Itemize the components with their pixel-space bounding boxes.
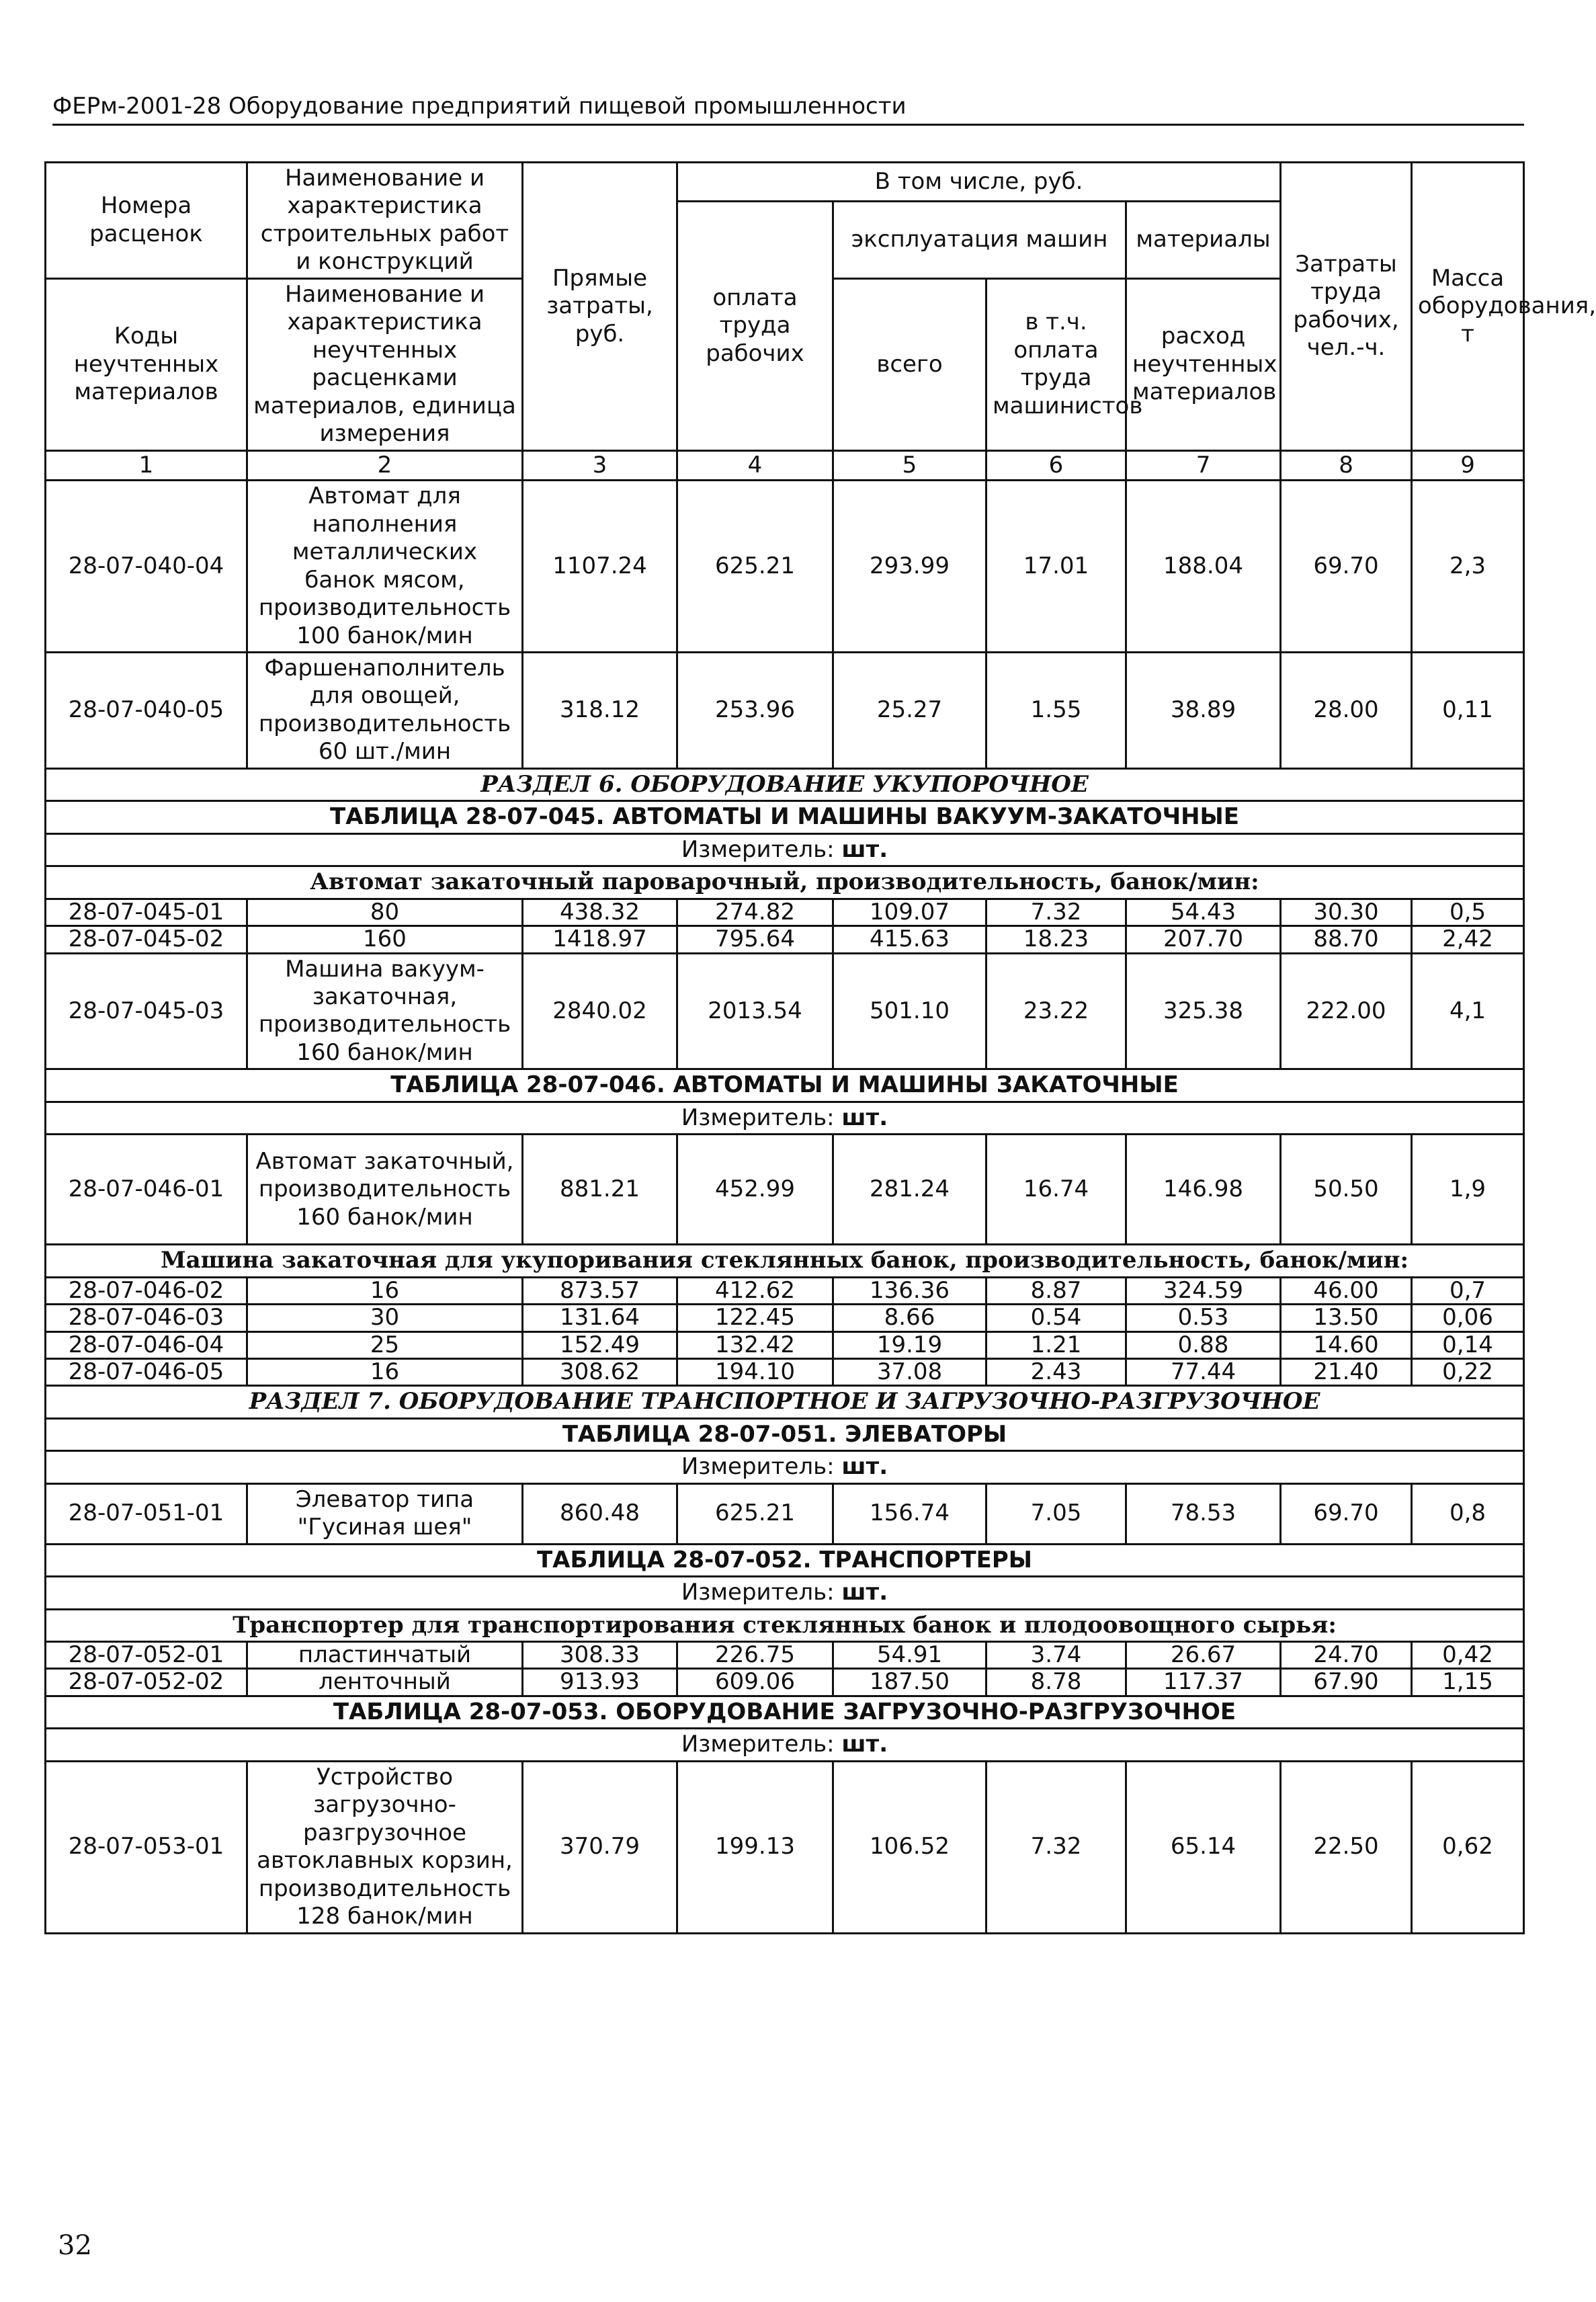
header-machine-operation: эксплуатация машин (833, 202, 1126, 279)
rate-code: 28-07-046-05 (46, 1358, 247, 1385)
machines-total-value: 54.91 (833, 1642, 986, 1669)
table-title: ТАБЛИЦА 28-07-046. АВТОМАТЫ И МАШИНЫ ЗАКАТОЧНЫЕ (46, 1069, 1524, 1102)
rate-code: 28-07-052-01 (46, 1642, 247, 1669)
materials-value: 324.59 (1126, 1277, 1281, 1304)
rate-code: 28-07-053-01 (46, 1761, 247, 1933)
labor-costs-value: 69.70 (1281, 481, 1412, 653)
column-number: 2 (247, 450, 523, 480)
column-number: 3 (523, 450, 677, 480)
header-including: В том числе, руб. (677, 163, 1281, 202)
header-machines-total: всего (833, 278, 986, 450)
direct-costs-value: 2840.02 (523, 953, 677, 1069)
materials-value: 188.04 (1126, 481, 1281, 653)
table-row (46, 1135, 1524, 1245)
worker-pay-value: 2013.54 (677, 953, 833, 1069)
labor-costs-value: 222.00 (1281, 953, 1412, 1069)
page-number: 32 (58, 2230, 92, 2261)
operator-pay-value: 3.74 (986, 1642, 1126, 1669)
worker-pay-value: 609.06 (677, 1669, 833, 1696)
materials-value: 77.44 (1126, 1358, 1281, 1385)
rate-code: 28-07-052-02 (46, 1669, 247, 1696)
mass-value: 0,22 (1412, 1358, 1524, 1385)
direct-costs-value: 1418.97 (523, 926, 677, 953)
section-title: РАЗДЕЛ 7. ОБОРУДОВАНИЕ ТРАНСПОРТНОЕ И ЗАГРУЗОЧНО-РАЗГРУЗОЧНОЕ (46, 1386, 1524, 1418)
header-worker-pay: оплата труда рабочих (677, 202, 833, 451)
machines-total-value: 106.52 (833, 1761, 986, 1933)
operator-pay-value: 16.74 (986, 1135, 1126, 1245)
rate-code: 28-07-046-03 (46, 1305, 247, 1331)
column-number: 7 (1126, 450, 1281, 480)
materials-value: 0.88 (1126, 1331, 1281, 1358)
operator-pay-value: 8.78 (986, 1669, 1126, 1696)
subgroup-title: Транспортер для транспортирования стеклянных банок и плодоовощного сырья: (46, 1609, 1524, 1641)
rate-code: 28-07-046-01 (46, 1135, 247, 1245)
mass-value: 0,14 (1412, 1331, 1524, 1358)
mass-value: 1,9 (1412, 1135, 1524, 1245)
direct-costs-value: 308.33 (523, 1642, 677, 1669)
mass-value: 4,1 (1412, 953, 1524, 1069)
worker-pay-value: 274.82 (677, 899, 833, 926)
operator-pay-value: 1.55 (986, 652, 1126, 768)
materials-value: 117.37 (1126, 1669, 1281, 1696)
table-row (46, 1642, 1524, 1669)
labor-costs-value: 69.70 (1281, 1483, 1412, 1544)
rate-name: пластинчатый (247, 1642, 523, 1669)
worker-pay-value: 795.64 (677, 926, 833, 953)
direct-costs-value: 152.49 (523, 1331, 677, 1358)
worker-pay-value: 625.21 (677, 481, 833, 653)
header-rate-number: Номера расценок (46, 163, 247, 279)
direct-costs-value: 438.32 (523, 899, 677, 926)
worker-pay-value: 226.75 (677, 1642, 833, 1669)
machines-total-value: 281.24 (833, 1135, 986, 1245)
rate-code: 28-07-045-01 (46, 899, 247, 926)
operator-pay-value: 7.05 (986, 1483, 1126, 1544)
operator-pay-value: 0.54 (986, 1305, 1126, 1331)
materials-value: 325.38 (1126, 953, 1281, 1069)
column-number: 5 (833, 450, 986, 480)
machines-total-value: 187.50 (833, 1669, 986, 1696)
table-row (46, 1761, 1524, 1933)
column-number: 1 (46, 450, 247, 480)
column-number: 9 (1412, 450, 1524, 480)
mass-value: 0,11 (1412, 652, 1524, 768)
direct-costs-value: 860.48 (523, 1483, 677, 1544)
mass-value: 0,62 (1412, 1761, 1524, 1933)
table-row (46, 1305, 1524, 1331)
labor-costs-value: 46.00 (1281, 1277, 1412, 1304)
labor-costs-value: 21.40 (1281, 1358, 1412, 1385)
measure-unit: Измеритель: шт. (46, 1577, 1524, 1609)
table-row (46, 1358, 1524, 1385)
measure-unit: Измеритель: шт. (46, 1729, 1524, 1761)
worker-pay-value: 412.62 (677, 1277, 833, 1304)
mass-value: 2,42 (1412, 926, 1524, 953)
column-number: 6 (986, 450, 1126, 480)
mass-value: 0,42 (1412, 1642, 1524, 1669)
worker-pay-value: 253.96 (677, 652, 833, 768)
labor-costs-value: 22.50 (1281, 1761, 1412, 1933)
machines-total-value: 501.10 (833, 953, 986, 1069)
labor-costs-value: 30.30 (1281, 899, 1412, 926)
rate-name: 80 (247, 899, 523, 926)
operator-pay-value: 17.01 (986, 481, 1126, 653)
labor-costs-value: 13.50 (1281, 1305, 1412, 1331)
rate-name: Машина вакуум-закаточная, производительность 160 банок/мин (247, 953, 523, 1069)
machines-total-value: 156.74 (833, 1483, 986, 1544)
worker-pay-value: 122.45 (677, 1305, 833, 1331)
labor-costs-value: 28.00 (1281, 652, 1412, 768)
materials-value: 146.98 (1126, 1135, 1281, 1245)
machines-total-value: 293.99 (833, 481, 986, 653)
labor-costs-value: 24.70 (1281, 1642, 1412, 1669)
direct-costs-value: 881.21 (523, 1135, 677, 1245)
machines-total-value: 37.08 (833, 1358, 986, 1385)
header-equipment-mass: Масса оборудования, т (1412, 163, 1524, 451)
rate-code: 28-07-051-01 (46, 1483, 247, 1544)
operator-pay-value: 2.43 (986, 1358, 1126, 1385)
direct-costs-value: 308.62 (523, 1358, 677, 1385)
table-row (46, 652, 1524, 768)
header-operator-pay: в т.ч. оплата труда машинистов (986, 278, 1126, 450)
machines-total-value: 415.63 (833, 926, 986, 953)
table-row (46, 899, 1524, 926)
mass-value: 1,15 (1412, 1669, 1524, 1696)
materials-value: 38.89 (1126, 652, 1281, 768)
table-row (46, 1669, 1524, 1696)
table-title: ТАБЛИЦА 28-07-045. АВТОМАТЫ И МАШИНЫ ВАКУУМ-ЗАКАТОЧНЫЕ (46, 801, 1524, 833)
table-row (46, 1331, 1524, 1358)
table-title: ТАБЛИЦА 28-07-053. ОБОРУДОВАНИЕ ЗАГРУЗОЧНО-РАЗГРУЗОЧНОЕ (46, 1696, 1524, 1728)
mass-value: 0,7 (1412, 1277, 1524, 1304)
rate-code: 28-07-045-03 (46, 953, 247, 1069)
rate-code: 28-07-046-04 (46, 1331, 247, 1358)
mass-value: 0,5 (1412, 899, 1524, 926)
rate-name: Автомат для наполнения металлических банок мясом, производительность 100 банок/мин (247, 481, 523, 653)
rate-name: 160 (247, 926, 523, 953)
rate-name: ленточный (247, 1669, 523, 1696)
rates-table (44, 161, 1596, 1934)
direct-costs-value: 370.79 (523, 1761, 677, 1933)
header-material-codes: Коды неучтенных материалов (46, 278, 247, 450)
direct-costs-value: 318.12 (523, 652, 677, 768)
labor-costs-value: 88.70 (1281, 926, 1412, 953)
rate-name: 16 (247, 1358, 523, 1385)
header-materials: материалы (1126, 202, 1281, 279)
materials-value: 78.53 (1126, 1483, 1281, 1544)
operator-pay-value: 1.21 (986, 1331, 1126, 1358)
materials-value: 207.70 (1126, 926, 1281, 953)
rate-code: 28-07-046-02 (46, 1277, 247, 1304)
labor-costs-value: 50.50 (1281, 1135, 1412, 1245)
machines-total-value: 109.07 (833, 899, 986, 926)
table-row (46, 953, 1524, 1069)
machines-total-value: 136.36 (833, 1277, 986, 1304)
labor-costs-value: 67.90 (1281, 1669, 1412, 1696)
rate-code: 28-07-040-05 (46, 652, 247, 768)
table-row (46, 926, 1524, 953)
materials-value: 0.53 (1126, 1305, 1281, 1331)
table-row (46, 1483, 1524, 1544)
mass-value: 2,3 (1412, 481, 1524, 653)
subgroup-title: Машина закаточная для укупоривания стеклянных банок, производительность, банок/мин: (46, 1245, 1524, 1277)
rate-name: 16 (247, 1277, 523, 1304)
rate-name: Фаршенаполнитель для овощей, производительность 60 шт./мин (247, 652, 523, 768)
materials-value: 65.14 (1126, 1761, 1281, 1933)
column-number: 4 (677, 450, 833, 480)
rate-name: Устройство загрузочно-разгрузочное автоклавных корзин, производительность 128 банок/мин (247, 1761, 523, 1933)
rate-name: 30 (247, 1305, 523, 1331)
materials-value: 54.43 (1126, 899, 1281, 926)
column-number: 8 (1281, 450, 1412, 480)
header-labor-costs: Затраты труда рабочих, чел.-ч. (1281, 163, 1412, 451)
section-title: РАЗДЕЛ 6. ОБОРУДОВАНИЕ УКУПОРОЧНОЕ (46, 768, 1524, 800)
machines-total-value: 25.27 (833, 652, 986, 768)
mass-value: 0,06 (1412, 1305, 1524, 1331)
materials-value: 26.67 (1126, 1642, 1281, 1669)
page-header: ФЕРм-2001-28 Оборудование предприятий пищевой промышленности (52, 93, 1524, 126)
direct-costs-value: 131.64 (523, 1305, 677, 1331)
worker-pay-value: 452.99 (677, 1135, 833, 1245)
operator-pay-value: 23.22 (986, 953, 1126, 1069)
operator-pay-value: 7.32 (986, 899, 1126, 926)
rate-code: 28-07-040-04 (46, 481, 247, 653)
rate-code: 28-07-045-02 (46, 926, 247, 953)
header-unaccounted-materials: расход неучтенных материалов (1126, 278, 1281, 450)
header-material-name: Наименование и характеристика неучтенных расценками материалов, единица измерения (247, 278, 523, 450)
machines-total-value: 19.19 (833, 1331, 986, 1358)
machines-total-value: 8.66 (833, 1305, 986, 1331)
measure-unit: Измеритель: шт. (46, 833, 1524, 866)
subgroup-title: Автомат закаточный пароварочный, производительность, банок/мин: (46, 866, 1524, 899)
measure-unit: Измеритель: шт. (46, 1451, 1524, 1483)
worker-pay-value: 194.10 (677, 1358, 833, 1385)
direct-costs-value: 1107.24 (523, 481, 677, 653)
table-row (46, 1277, 1524, 1304)
direct-costs-value: 913.93 (523, 1669, 677, 1696)
labor-costs-value: 14.60 (1281, 1331, 1412, 1358)
mass-value: 0,8 (1412, 1483, 1524, 1544)
worker-pay-value: 132.42 (677, 1331, 833, 1358)
worker-pay-value: 199.13 (677, 1761, 833, 1933)
measure-unit: Измеритель: шт. (46, 1102, 1524, 1134)
direct-costs-value: 873.57 (523, 1277, 677, 1304)
worker-pay-value: 625.21 (677, 1483, 833, 1544)
operator-pay-value: 8.87 (986, 1277, 1126, 1304)
table-row (46, 481, 1524, 653)
rate-name: Элеватор типа "Гусиная шея" (247, 1483, 523, 1544)
header-work-name: Наименование и характеристика строительных работ и конструкций (247, 163, 523, 279)
header-direct-costs: Прямые затраты, руб. (523, 163, 677, 451)
rate-name: 25 (247, 1331, 523, 1358)
rate-name: Автомат закаточный, производительность 160 банок/мин (247, 1135, 523, 1245)
table-title: ТАБЛИЦА 28-07-051. ЭЛЕВАТОРЫ (46, 1418, 1524, 1450)
table-title: ТАБЛИЦА 28-07-052. ТРАНСПОРТЕРЫ (46, 1544, 1524, 1576)
operator-pay-value: 18.23 (986, 926, 1126, 953)
operator-pay-value: 7.32 (986, 1761, 1126, 1933)
